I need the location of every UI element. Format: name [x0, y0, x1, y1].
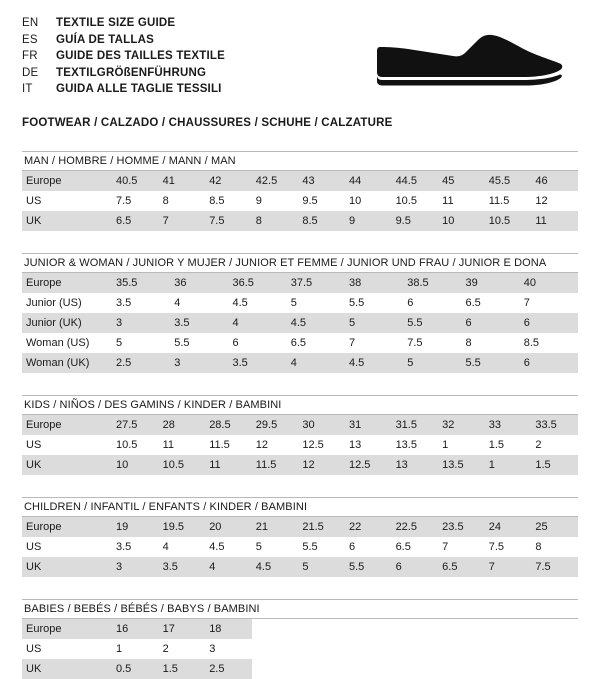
size-group-title: CHILDREN / INFANTIL / ENFANTS / KINDER / BAMBINI — [22, 497, 578, 517]
size-cell: 10 — [112, 455, 159, 475]
size-cell: 5.5 — [345, 557, 392, 577]
size-cell: 40.5 — [112, 171, 159, 191]
size-cell — [438, 659, 485, 679]
size-cell: 1.5 — [159, 659, 206, 679]
size-cell: 21.5 — [298, 517, 345, 537]
row-label: Europe — [22, 415, 112, 435]
size-cell: 1 — [442, 438, 449, 451]
size-cell: 7.5 — [488, 540, 505, 553]
size-cell: 7 — [159, 211, 206, 231]
size-cell: 16 — [112, 619, 159, 639]
row-label: Europe — [22, 171, 112, 191]
size-cell — [392, 619, 439, 639]
size-cell: 6.5 — [438, 557, 485, 577]
table-row — [22, 415, 578, 435]
size-cell: 12 — [298, 455, 345, 475]
size-cell: 2 — [162, 642, 169, 655]
size-cell — [531, 639, 578, 659]
size-cell: 5 — [403, 353, 461, 373]
size-cell: 4.5 — [252, 557, 299, 577]
size-cell: 3.5 — [170, 313, 228, 333]
size-cell: 10 — [348, 194, 362, 207]
size-cell: 13 — [348, 438, 362, 451]
size-cell: 5.5 — [349, 296, 365, 309]
size-cell: 9.5 — [302, 194, 318, 207]
table-row — [22, 273, 578, 293]
table-row — [22, 211, 578, 231]
size-cell: 12.5 — [345, 455, 392, 475]
size-cell: 4.5 — [345, 353, 403, 373]
size-cell: 39 — [462, 273, 520, 293]
size-cell: 9.5 — [392, 211, 439, 231]
size-cell: 32 — [438, 415, 485, 435]
size-cell: 6 — [232, 336, 239, 349]
size-cell: 11.5 — [209, 438, 230, 451]
table-row — [22, 293, 578, 313]
size-cell: 2.5 — [205, 659, 252, 679]
size-cell: 1.5 — [488, 438, 505, 451]
row-label: US — [26, 194, 42, 207]
size-cell: 6.5 — [465, 296, 481, 309]
size-cell: 10 — [438, 211, 485, 231]
size-cell: 6 — [348, 540, 356, 553]
row-label: US — [26, 642, 42, 655]
size-cell: 10.5 — [485, 211, 532, 231]
size-cell: 4 — [205, 557, 252, 577]
size-group-title: BABIES / BEBÉS / BÉBÉS / BABYS / BAMBINI — [22, 599, 578, 619]
language-title-list — [22, 16, 225, 99]
size-cell: 1.5 — [531, 455, 578, 475]
language-code: IT — [22, 83, 33, 95]
size-cell — [298, 619, 345, 639]
size-cell: 10.5 — [159, 455, 206, 475]
size-cell: 29.5 — [252, 415, 299, 435]
size-cell: 28 — [159, 415, 206, 435]
size-cell: 9 — [255, 194, 262, 207]
size-cell: 5 — [298, 557, 345, 577]
size-cell: 6 — [520, 313, 578, 333]
row-label: Europe — [22, 517, 112, 537]
row-label: Woman (UK) — [22, 353, 112, 373]
size-cell: 17 — [159, 619, 206, 639]
row-label: US — [26, 540, 42, 553]
size-cell: 12.5 — [302, 438, 324, 451]
size-cell: 33.5 — [531, 415, 578, 435]
size-cell — [485, 659, 532, 679]
size-cell: 3 — [170, 353, 228, 373]
table-row — [22, 639, 578, 659]
size-cell: 45 — [438, 171, 485, 191]
size-cell: 5.5 — [174, 336, 190, 349]
size-cell: 1 — [116, 642, 123, 655]
size-cell: 5 — [345, 313, 403, 333]
size-cell: 8 — [535, 540, 542, 553]
size-cell: 1 — [485, 455, 532, 475]
size-cell: 10.5 — [395, 194, 417, 207]
size-table — [22, 273, 578, 373]
size-cell: 6.5 — [112, 211, 159, 231]
size-cell: 3 — [112, 313, 170, 333]
size-cell — [392, 659, 439, 679]
size-cell: 7 — [349, 336, 356, 349]
size-cell — [345, 619, 392, 639]
language-title: TEXTILE SIZE GUIDE — [56, 17, 176, 29]
table-row — [22, 353, 578, 373]
size-cell: 3.5 — [229, 353, 287, 373]
size-cell: 42.5 — [252, 171, 299, 191]
language-row — [22, 16, 225, 33]
table-row — [22, 435, 578, 455]
size-group — [22, 253, 578, 373]
row-label: UK — [22, 659, 112, 679]
size-cell: 19.5 — [159, 517, 206, 537]
size-cell: 5.5 — [302, 540, 318, 553]
size-cell: 11.5 — [488, 194, 510, 207]
size-table — [22, 415, 578, 475]
size-cell: 5.5 — [403, 313, 461, 333]
size-cell: 8 — [252, 211, 299, 231]
size-cell: 19 — [112, 517, 159, 537]
size-cell: 23.5 — [438, 517, 485, 537]
size-cell: 36 — [170, 273, 228, 293]
language-code: DE — [22, 66, 39, 79]
size-cell: 24 — [485, 517, 532, 537]
size-cell: 3.5 — [159, 557, 206, 577]
size-cell: 6.5 — [290, 336, 307, 349]
size-cell: 4 — [287, 353, 345, 373]
size-cell: 12 — [535, 194, 548, 207]
table-row — [22, 333, 578, 353]
language-title: GUÍA DE TALLAS — [56, 33, 154, 46]
size-group — [22, 395, 578, 475]
row-label: Woman (US) — [26, 336, 90, 349]
size-group-title: MAN / HOMBRE / HOMME / MANN / MAN — [22, 151, 578, 171]
size-cell: 6 — [520, 353, 578, 373]
size-cell: 8.5 — [523, 336, 540, 349]
language-code: EN — [22, 17, 39, 29]
size-cell: 7 — [442, 540, 449, 553]
size-cell: 27.5 — [112, 415, 159, 435]
size-cell: 9 — [345, 211, 392, 231]
size-cell — [252, 659, 299, 679]
size-cell: 31.5 — [392, 415, 439, 435]
size-cell: 44.5 — [392, 171, 439, 191]
table-row — [22, 455, 578, 475]
size-cell: 11 — [205, 455, 252, 475]
size-cell: 21 — [252, 517, 299, 537]
size-cell: 45.5 — [485, 171, 532, 191]
row-label: Europe — [22, 619, 112, 639]
size-cell — [345, 639, 392, 659]
size-cell: 43 — [298, 171, 345, 191]
size-cell — [252, 639, 299, 659]
size-table — [22, 517, 578, 577]
size-cell: 40 — [520, 273, 578, 293]
size-cell — [298, 659, 345, 679]
size-cell — [485, 619, 532, 639]
size-cell: 38.5 — [403, 273, 461, 293]
size-cell: 2 — [535, 438, 542, 451]
size-cell — [438, 639, 485, 659]
size-cell: 41 — [159, 171, 206, 191]
size-cell: 4.5 — [287, 313, 345, 333]
language-title: TEXTILGRÖßENFÜHRUNG — [56, 66, 207, 79]
size-cell: 38 — [345, 273, 403, 293]
language-title: GUIDE DES TAILLES TEXTILE — [56, 50, 225, 62]
size-cell: 30 — [298, 415, 345, 435]
size-cell: 7 — [523, 296, 530, 309]
row-label: US — [26, 438, 42, 451]
size-cell: 5 — [290, 296, 297, 309]
size-cell: 28.5 — [205, 415, 252, 435]
language-title: GUIDA ALLE TAGLIE TESSILI — [56, 83, 222, 95]
size-cell: 3 — [209, 642, 216, 655]
size-cell: 11 — [442, 194, 454, 207]
size-cell: 3.5 — [116, 540, 132, 553]
size-cell: 13.5 — [438, 455, 485, 475]
size-cell: 4 — [174, 296, 181, 309]
table-row — [22, 557, 578, 577]
size-cell: 8 — [465, 336, 472, 349]
row-label: UK — [22, 557, 112, 577]
row-label: Europe — [22, 273, 112, 293]
size-cell: 13.5 — [395, 438, 417, 451]
size-cell: 36.5 — [229, 273, 287, 293]
size-cell: 5.5 — [462, 353, 520, 373]
size-cell: 12 — [255, 438, 269, 451]
row-label: UK — [22, 211, 112, 231]
size-cell: 2.5 — [112, 353, 170, 373]
language-code: FR — [22, 50, 38, 62]
table-row — [22, 517, 578, 537]
size-cell: 8 — [162, 194, 169, 207]
table-row — [22, 619, 578, 639]
size-cell — [392, 639, 439, 659]
size-cell: 7.5 — [116, 194, 132, 207]
size-cell — [345, 659, 392, 679]
language-code: ES — [22, 33, 38, 46]
size-cell: 13 — [392, 455, 439, 475]
size-group-title: KIDS / NIÑOS / DES GAMINS / KINDER / BAMBINI — [22, 395, 578, 415]
row-label: Junior (UK) — [22, 313, 112, 333]
size-cell: 46 — [531, 171, 578, 191]
language-row — [22, 82, 225, 99]
size-cell: 6.5 — [395, 540, 411, 553]
size-cell: 6 — [392, 557, 439, 577]
size-cell: 22.5 — [392, 517, 439, 537]
size-cell: 6 — [462, 313, 520, 333]
page-header — [22, 16, 578, 99]
size-cell — [485, 639, 532, 659]
table-row — [22, 537, 578, 557]
size-cell: 3 — [112, 557, 159, 577]
size-cell: 4 — [162, 540, 169, 553]
size-cell: 37.5 — [287, 273, 345, 293]
size-cell: 5 — [255, 540, 262, 553]
size-table — [22, 171, 578, 231]
size-cell: 10.5 — [116, 438, 138, 451]
size-cell: 0.5 — [112, 659, 159, 679]
size-cell — [531, 659, 578, 679]
size-cell: 25 — [531, 517, 578, 537]
language-row — [22, 66, 225, 83]
size-cell: 18 — [205, 619, 252, 639]
size-cell: 31 — [345, 415, 392, 435]
size-cell — [531, 619, 578, 639]
size-cell: 44 — [345, 171, 392, 191]
table-row — [22, 191, 578, 211]
size-cell: 11.5 — [252, 455, 299, 475]
size-cell: 42 — [205, 171, 252, 191]
size-cell: 7.5 — [531, 557, 578, 577]
size-cell: 11 — [531, 211, 578, 231]
size-cell — [252, 619, 299, 639]
size-cell: 35.5 — [112, 273, 170, 293]
language-row — [22, 49, 225, 66]
size-cell: 22 — [345, 517, 392, 537]
size-cell: 8.5 — [298, 211, 345, 231]
size-cell: 4 — [229, 313, 287, 333]
table-row — [22, 171, 578, 191]
size-cell: 33 — [485, 415, 532, 435]
size-cell: 4.5 — [232, 296, 248, 309]
row-label: UK — [22, 455, 112, 475]
size-cell: 11 — [162, 438, 175, 451]
size-cell: 5 — [116, 336, 123, 349]
size-cell: 7.5 — [407, 336, 423, 349]
size-cell: 8.5 — [209, 194, 225, 207]
size-group-title: JUNIOR & WOMAN / JUNIOR Y MUJER / JUNIOR ET FEMME / JUNIOR UND FRAU / JUNIOR E DONA — [22, 253, 578, 273]
size-table — [22, 619, 578, 679]
table-row — [22, 313, 578, 333]
size-cell: 4.5 — [209, 540, 225, 553]
size-cell — [438, 619, 485, 639]
size-cell: 20 — [205, 517, 252, 537]
size-group — [22, 151, 578, 231]
size-group — [22, 497, 578, 577]
language-row — [22, 33, 225, 50]
table-row — [22, 659, 578, 679]
row-label: Junior (US) — [26, 296, 82, 309]
size-cell — [298, 639, 345, 659]
size-cell: 3.5 — [116, 296, 132, 309]
size-cell: 7 — [485, 557, 532, 577]
size-group — [22, 599, 578, 679]
size-cell: 6 — [407, 296, 414, 309]
page-title: FOOTWEAR / CALZADO / CHAUSSURES / SCHUHE / CALZATURE — [22, 117, 393, 129]
size-cell: 7.5 — [205, 211, 252, 231]
dress-shoe-icon — [374, 32, 564, 99]
